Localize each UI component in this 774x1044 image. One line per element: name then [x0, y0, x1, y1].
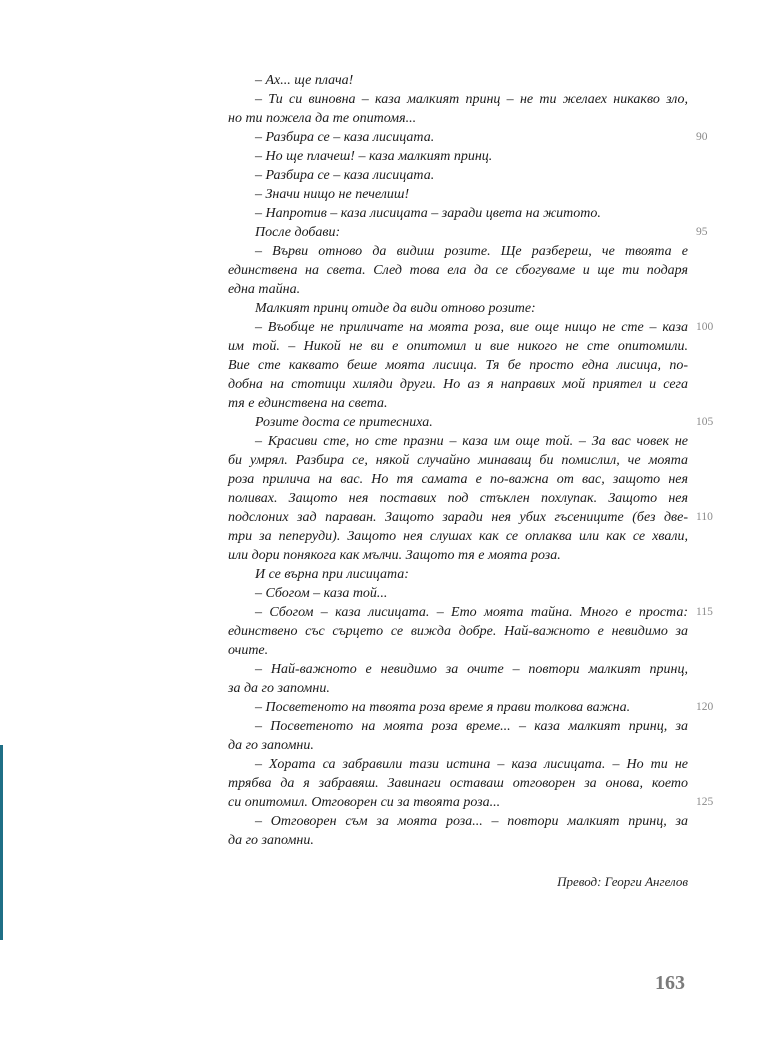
text-line	[228, 394, 688, 413]
translator-credit: Превод: Георги Ангелов	[557, 874, 688, 889]
text-line-content: – Отговорен съм за моята роза... – повтори малкият принц, за	[255, 814, 688, 829]
line-number: 90	[696, 131, 708, 143]
text-line	[228, 261, 688, 280]
text-line-content: би умрял. Разбира се, някой случайно минаващ би помислил, че моята	[228, 453, 688, 468]
text-line	[228, 698, 714, 717]
text-line	[228, 546, 688, 565]
text-line-content: да го запомни.	[228, 738, 314, 753]
text-line	[228, 166, 688, 185]
text-line-content: – Но ще плачеш! – каза малкият принц.	[255, 149, 493, 164]
text-line	[228, 565, 688, 584]
text-line-content: една тайна.	[228, 282, 301, 297]
text-line	[228, 812, 688, 831]
text-line-content: трябва да я забравяш. Завинаги оставаш отговорен за онова, което	[228, 776, 688, 791]
text-line	[228, 470, 688, 489]
text-line-content: си опитомил. Отговорен си за твоята роза...	[228, 795, 501, 810]
text-line	[228, 489, 688, 508]
text-line-content: – Значи нищо не печелиш!	[255, 187, 410, 202]
text-line	[228, 622, 688, 641]
text-line-content: – Въобще не приличате на моята роза, вие още нищо не сте – каза	[255, 320, 688, 335]
line-number: 125	[696, 796, 714, 808]
text-line	[228, 736, 688, 755]
text-line	[228, 337, 688, 356]
text-line-content: – Разбира се – каза лисицата.	[255, 168, 435, 183]
text-line-content: поливах. Защото нея поставих под стъклен похлупак. Защото нея	[228, 491, 688, 506]
text-line-content: – Красиви сте, но сте празни – каза им още той. – За вас човек не	[255, 434, 688, 449]
text-line-content: – Посветеното на твоята роза време я прави толкова важна.	[255, 700, 631, 715]
page-edge-marker	[0, 745, 3, 940]
text-line-content: подслоних зад параван. Защото заради нея убих гъсениците (без две-	[228, 510, 688, 525]
line-number: 95	[696, 226, 708, 238]
text-line	[228, 793, 714, 812]
text-line-content: – Хората са забравили тази истина – каза лисицата. – Но ти не	[255, 757, 688, 772]
text-line-content: за да го запомни.	[228, 681, 330, 696]
text-line-content: – Сбогом – каза той...	[255, 586, 388, 601]
text-line	[228, 432, 688, 451]
line-number: 100	[696, 321, 714, 333]
text-line-content: – Ти си виновна – каза малкият принц – не ти желаех никакво зло,	[255, 92, 688, 107]
line-number: 110	[696, 511, 713, 523]
text-line	[228, 318, 714, 337]
text-line-content: Розите доста се притесниха.	[255, 415, 433, 430]
text-line	[228, 603, 713, 622]
text-line-content: После добави:	[255, 225, 341, 240]
text-line	[228, 641, 688, 660]
text-line-content: – Посветеното на моята роза време... – каза малкият принц, за	[255, 719, 688, 734]
text-line	[228, 679, 688, 698]
text-line	[228, 831, 688, 850]
text-line-content: или дори понякога как мълчи. Защото тя е моята роза.	[228, 548, 561, 563]
text-line	[228, 109, 688, 128]
text-line	[228, 90, 688, 109]
text-line-content: но ти пожела да те опитомя...	[228, 111, 417, 126]
text-line	[228, 527, 688, 546]
text-line	[228, 375, 688, 394]
text-line-content: добна на стотици хиляди други. Но аз я направих мой приятел и сега	[228, 377, 688, 392]
text-line	[228, 147, 688, 166]
text-line	[228, 774, 688, 793]
text-line	[228, 223, 708, 242]
text-line	[228, 451, 688, 470]
text-line-content: им той. – Никой не ви е опитомил и вие никого не сте опитомили.	[228, 339, 688, 354]
text-line-content: очите.	[228, 643, 269, 658]
text-line-content: И се върна при лисицата:	[255, 567, 409, 582]
text-line	[228, 71, 688, 90]
text-line	[228, 717, 688, 736]
story-text	[228, 71, 714, 850]
text-line-content: да го запомни.	[228, 833, 314, 848]
text-line-content: – Най-важното е невидимо за очите – повтори малкият принц,	[255, 662, 688, 677]
text-line-content: роза прилича на вас. Но тя самата е по-важна от вас, защото нея	[228, 472, 688, 487]
text-line-content: – Сбогом – каза лисицата. – Ето моята тайна. Много е проста:	[255, 605, 688, 620]
text-line-content: единствена на света. След това ела да се сбогуваме и ще ти подаря	[228, 263, 688, 278]
text-line	[228, 128, 708, 147]
text-line	[228, 204, 688, 223]
text-line-content: Вие сте каквато беше моята лисица. Тя бе просто една лисица, по-	[228, 358, 688, 373]
text-line	[228, 584, 688, 603]
text-line-content: три за пеперуди). Защото нея слушах как се оплаква или как се хвали,	[228, 529, 688, 544]
text-line	[228, 755, 688, 774]
text-line	[228, 356, 688, 375]
text-line-content: единствено със сърцето се вижда добре. Най-важното е невидимо за	[228, 624, 688, 639]
text-line	[228, 185, 688, 204]
line-number: 105	[696, 416, 714, 428]
text-line-content: – Разбира се – каза лисицата.	[255, 130, 435, 145]
text-line-content: Малкият принц отиде да види отново розите:	[255, 301, 536, 316]
text-line	[228, 660, 688, 679]
line-number: 115	[696, 606, 713, 618]
text-line	[228, 413, 714, 432]
text-line	[228, 508, 713, 527]
text-line-content: – Върви отново да видиш розите. Ще разбереш, че твоята е	[255, 244, 688, 259]
text-line-content: – Напротив – каза лисицата – заради цвета на житото.	[255, 206, 601, 221]
text-line	[228, 299, 688, 318]
text-line	[228, 242, 688, 261]
line-number: 120	[696, 701, 714, 713]
text-line-content: – Ах... ще плача!	[255, 73, 354, 88]
page-number: 163	[655, 972, 685, 994]
text-line-content: тя е единствена на света.	[228, 396, 388, 411]
text-line	[228, 280, 688, 299]
